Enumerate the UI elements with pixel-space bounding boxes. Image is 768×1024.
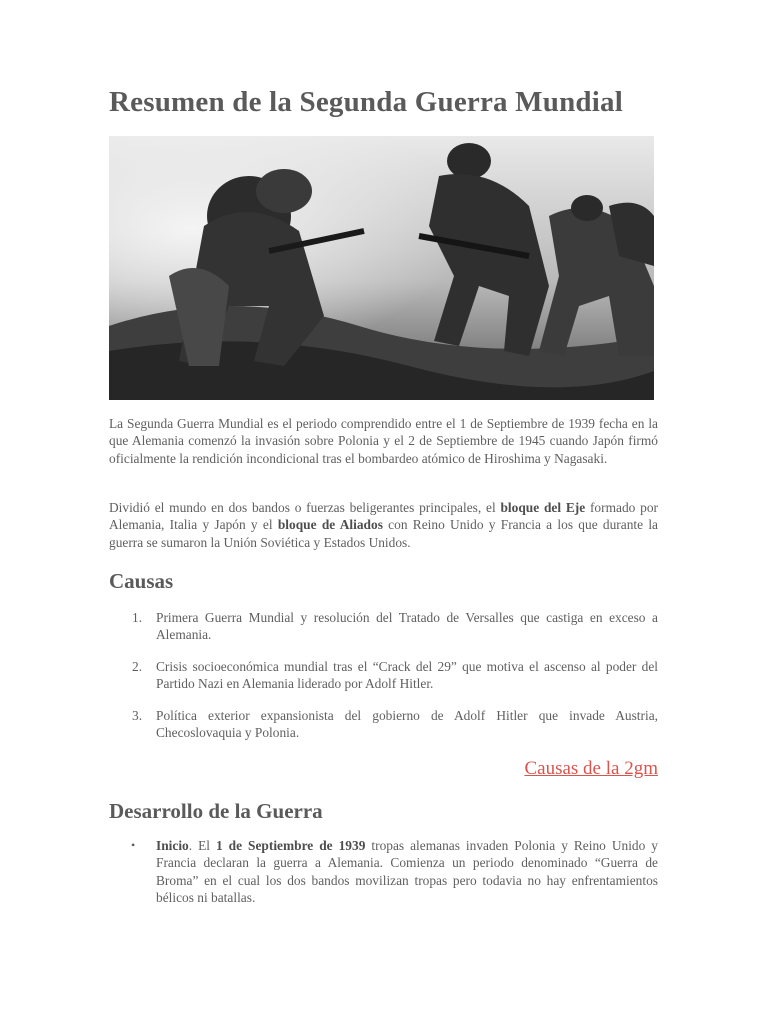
intro-paragraph-1: La Segunda Guerra Mundial es el periodo comprendido entre el 1 de Septiembre de 1939 fecha en la que Alemania comenzó la invasión sobre Polonia y el 2 de Septiembre de 1945 cuando Japón firmó oficialmente la rendición incondicional tras el bombardeo atómico de Hiroshima y Nagasaki. xyxy=(109,416,658,466)
development-list xyxy=(109,837,658,907)
list-number: 2. xyxy=(132,658,143,674)
bullet-icon: • xyxy=(131,838,136,852)
soldiers-photo xyxy=(109,136,654,400)
list-number: 1. xyxy=(132,610,143,625)
development-heading: Desarrollo de la Guerra xyxy=(109,799,323,823)
cause-text: Primera Guerra Mundial y resolución del Tratado de Versalles que castiga en exceso a Alemania. xyxy=(156,610,658,643)
photo-illustration xyxy=(109,136,654,400)
cause-item xyxy=(109,707,658,742)
cause-item xyxy=(109,609,658,644)
causes-heading: Causas xyxy=(109,569,174,593)
intro-paragraph-2 xyxy=(109,499,658,551)
inicio-bold: Inicio xyxy=(156,838,189,853)
intro-text-a: Dividió el mundo en dos bandos o fuerzas beligerantes principales, el xyxy=(109,500,501,515)
development-item xyxy=(109,837,658,907)
cause-item xyxy=(109,658,658,693)
intro-text-c: con Reino Unido y Francia a los que durante la guerra se sumaron la Unión Soviética y Estados Unidos. xyxy=(109,517,658,550)
page-title: Resumen de la Segunda Guerra Mundial xyxy=(109,86,623,118)
cause-text: Crisis socioeconómica mundial tras el “Crack del 29” que motiva el ascenso al poder del Partido Nazi en Alemania liderado por Adolf Hitler. xyxy=(156,658,658,692)
causas-link[interactable]: Causas de la 2gm xyxy=(524,758,658,779)
date-bold: 1 de Septiembre de 1939 xyxy=(215,838,366,853)
development-text-a: . El xyxy=(188,838,216,853)
list-number: 3. xyxy=(132,707,143,723)
cause-text: Política exterior expansionista del gobierno de Adolf Hitler que invade Austria, Checoslovaquia y Polonia. xyxy=(156,707,658,741)
causes-list xyxy=(109,609,658,755)
bloque-aliados-bold: bloque de Aliados xyxy=(277,517,383,533)
development-text-b: tropas alemanas invaden Polonia y Reino Unido y Francia declaran la guerra a Alemania. Comienza un periodo denominado “Guerra de Broma” en el cual los dos bandos movilizan tropas pero todavia no hay enfrentamientos bélicos ni batallas. xyxy=(156,838,659,906)
bloque-eje-bold: bloque del Eje xyxy=(500,500,586,515)
intro-text-b: formado por Alemania, Italia y Japón y el xyxy=(109,500,658,533)
